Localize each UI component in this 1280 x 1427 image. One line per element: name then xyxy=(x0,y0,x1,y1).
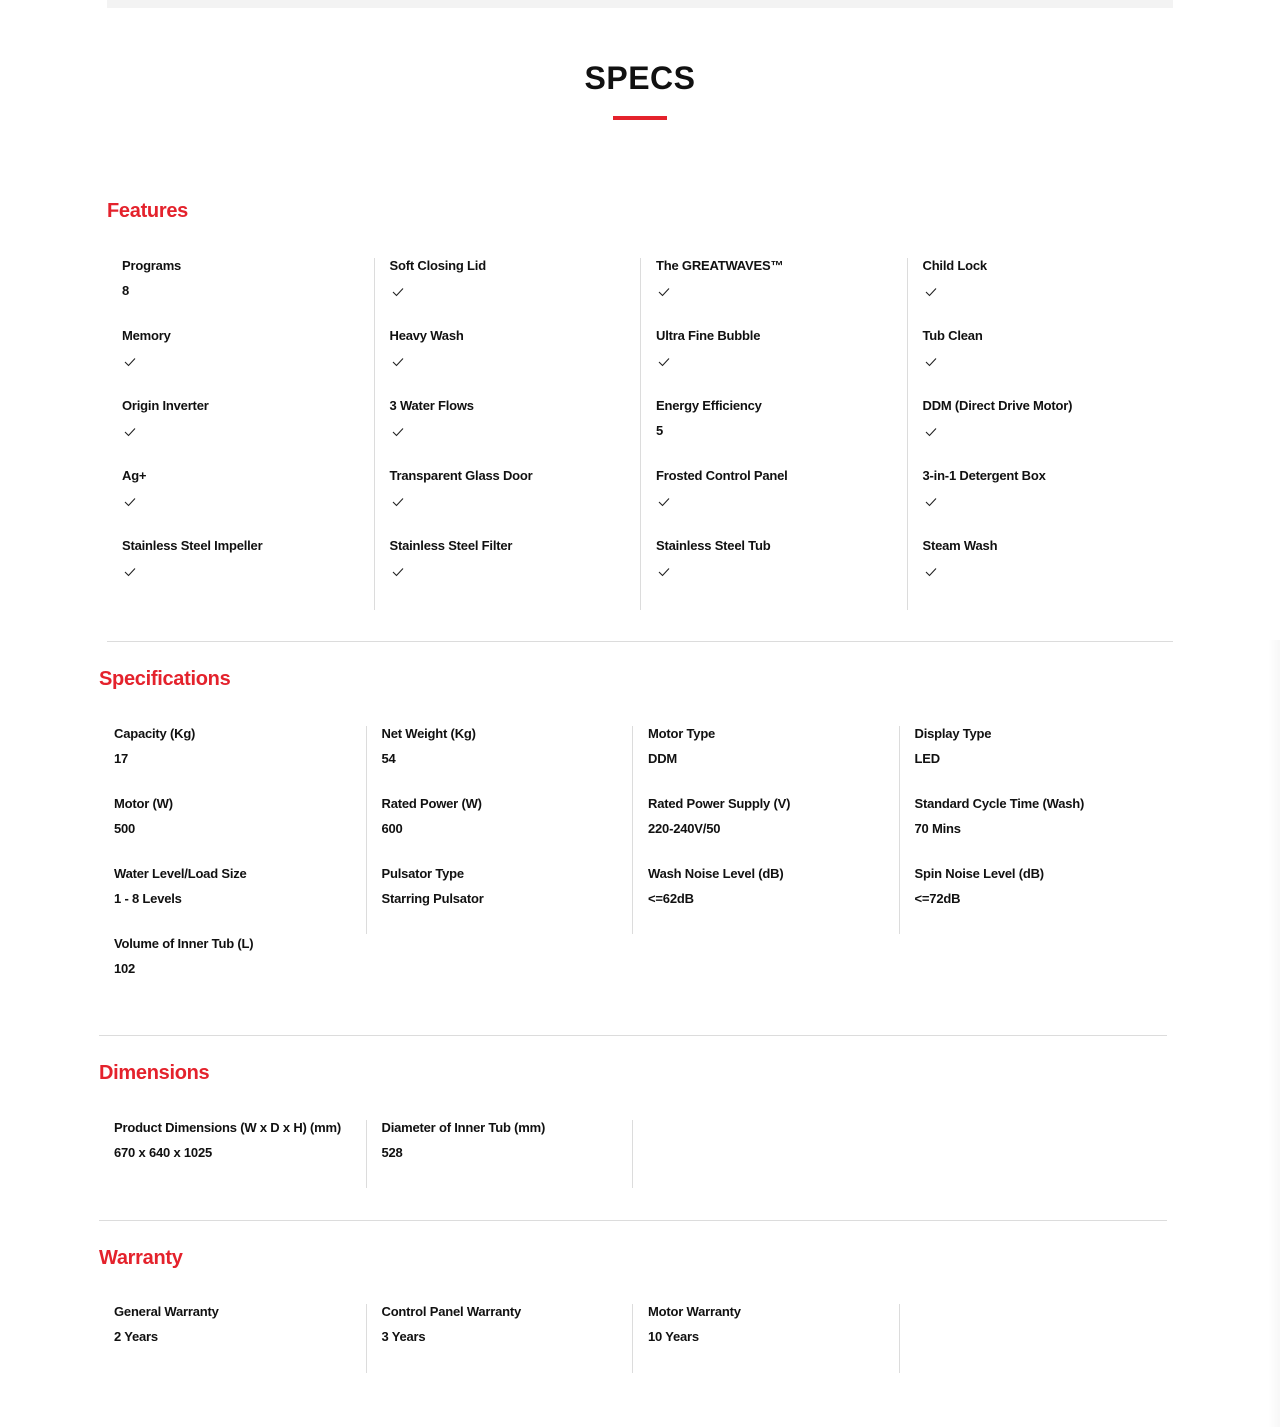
spec-item xyxy=(114,796,366,866)
spec-value: 70 Mins xyxy=(914,821,961,836)
spec-item xyxy=(390,258,641,328)
spec-item xyxy=(648,1304,899,1374)
spec-label: Memory xyxy=(122,328,171,343)
spec-label: Rated Power Supply (V) xyxy=(648,796,791,811)
spec-item xyxy=(915,726,1166,796)
spec-item xyxy=(114,936,366,1006)
spec-label: Diameter of Inner Tub (mm) xyxy=(381,1120,546,1135)
spec-value: <=72dB xyxy=(914,891,961,906)
warranty-column xyxy=(366,1304,633,1373)
specifications-column xyxy=(366,726,633,934)
spec-value: 3 Years xyxy=(381,1329,426,1344)
spec-item xyxy=(923,468,1174,538)
spec-item xyxy=(114,1304,366,1374)
spec-label: Product Dimensions (W x D x H) (mm) xyxy=(114,1120,342,1135)
divider-dimensions xyxy=(99,1220,1167,1221)
spec-item xyxy=(114,1120,366,1190)
checkmark-icon xyxy=(392,427,404,437)
spec-label: Pulsator Type xyxy=(381,866,464,881)
features-column xyxy=(107,258,374,610)
spec-label: Programs xyxy=(122,258,182,273)
checkmark-icon xyxy=(124,567,136,577)
spec-item xyxy=(122,468,374,538)
spec-item xyxy=(390,538,641,608)
checkmark-icon xyxy=(925,567,937,577)
checkmark-icon xyxy=(124,427,136,437)
spec-item xyxy=(390,398,641,468)
spec-label: Energy Efficiency xyxy=(656,398,762,413)
spec-value: 5 xyxy=(656,423,664,438)
top-bar xyxy=(107,0,1173,8)
spec-label: Stainless Steel Tub xyxy=(656,538,771,553)
spec-item xyxy=(915,796,1166,866)
specifications-column xyxy=(632,726,899,934)
spec-item xyxy=(923,538,1174,608)
spec-label: Transparent Glass Door xyxy=(389,468,533,483)
spec-item xyxy=(656,398,907,468)
divider-specifications xyxy=(99,1035,1167,1036)
right-scroll-shadow xyxy=(1268,640,1280,1427)
spec-item xyxy=(648,796,899,866)
spec-item xyxy=(382,1120,633,1190)
spec-label: Net Weight (Kg) xyxy=(381,726,476,741)
spec-item xyxy=(114,726,366,796)
spec-label: Frosted Control Panel xyxy=(656,468,788,483)
warranty-column xyxy=(899,1304,1166,1373)
spec-label: Motor Warranty xyxy=(648,1304,741,1319)
dimensions-column xyxy=(632,1120,899,1188)
spec-item xyxy=(656,328,907,398)
spec-value: 670 x 640 x 1025 xyxy=(114,1145,213,1160)
spec-item xyxy=(915,866,1166,936)
spec-value: 600 xyxy=(381,821,403,836)
spec-value: 8 xyxy=(122,283,130,298)
checkmark-icon xyxy=(392,567,404,577)
spec-item xyxy=(382,1304,633,1374)
spec-item xyxy=(382,796,633,866)
spec-value: DDM xyxy=(648,751,678,766)
spec-item xyxy=(122,328,374,398)
spec-item xyxy=(656,468,907,538)
specifications-grid xyxy=(99,726,1165,1004)
spec-item xyxy=(390,468,641,538)
specifications-column xyxy=(99,726,366,1004)
checkmark-icon xyxy=(925,357,937,367)
spec-value: LED xyxy=(914,751,940,766)
spec-label: Motor Type xyxy=(648,726,716,741)
spec-value: 17 xyxy=(114,751,129,766)
spec-label: Stainless Steel Filter xyxy=(389,538,513,553)
spec-label: Rated Power (W) xyxy=(381,796,482,811)
spec-label: Water Level/Load Size xyxy=(114,866,247,881)
section-title-dimensions: Dimensions xyxy=(99,1062,210,1084)
spec-value: 54 xyxy=(381,751,396,766)
spec-value: 102 xyxy=(114,961,136,976)
warranty-column xyxy=(99,1304,366,1373)
spec-label: Motor (W) xyxy=(114,796,173,811)
spec-value: 10 Years xyxy=(648,1329,699,1344)
checkmark-icon xyxy=(124,357,136,367)
checkmark-icon xyxy=(392,357,404,367)
checkmark-icon xyxy=(925,497,937,507)
spec-item xyxy=(382,866,633,936)
features-section xyxy=(107,200,1173,620)
spec-label: 3 Water Flows xyxy=(389,398,474,413)
spec-value: 500 xyxy=(114,821,136,836)
spec-label: Display Type xyxy=(914,726,992,741)
checkmark-icon xyxy=(925,287,937,297)
spec-item xyxy=(390,328,641,398)
specifications-column xyxy=(899,726,1166,934)
title-underline xyxy=(613,116,667,120)
spec-label: Wash Noise Level (dB) xyxy=(648,866,784,881)
warranty-column xyxy=(632,1304,899,1373)
spec-label: Steam Wash xyxy=(922,538,998,553)
spec-value: Starring Pulsator xyxy=(381,891,484,906)
spec-label: Capacity (Kg) xyxy=(114,726,196,741)
spec-label: Ag+ xyxy=(122,468,147,483)
checkmark-icon xyxy=(658,357,670,367)
spec-item xyxy=(648,866,899,936)
spec-label: The GREATWAVES™ xyxy=(656,258,784,273)
dimensions-section xyxy=(99,1062,1167,1202)
spec-item xyxy=(656,258,907,328)
features-grid xyxy=(107,258,1173,610)
spec-label: Stainless Steel Impeller xyxy=(122,538,263,553)
divider-features xyxy=(107,641,1173,642)
warranty-grid xyxy=(99,1304,1165,1373)
spec-value: 1 - 8 Levels xyxy=(114,891,182,906)
checkmark-icon xyxy=(658,497,670,507)
spec-label: Origin Inverter xyxy=(122,398,209,413)
checkmark-icon xyxy=(124,497,136,507)
spec-label: Heavy Wash xyxy=(389,328,464,343)
spec-item xyxy=(923,328,1174,398)
spec-value: 220-240V/50 xyxy=(648,821,721,836)
page-title: SPECS xyxy=(584,60,696,96)
spec-item xyxy=(656,538,907,608)
spec-value: 2 Years xyxy=(114,1329,158,1344)
spec-label: Ultra Fine Bubble xyxy=(656,328,761,343)
dimensions-column xyxy=(99,1120,366,1188)
spec-label: Child Lock xyxy=(922,258,987,273)
spec-label: Soft Closing Lid xyxy=(389,258,486,273)
spec-item xyxy=(122,398,374,468)
checkmark-icon xyxy=(658,287,670,297)
spec-label: Volume of Inner Tub (L) xyxy=(114,936,254,951)
spec-item xyxy=(122,538,374,608)
spec-value: <=62dB xyxy=(648,891,694,906)
section-title-specifications: Specifications xyxy=(99,668,231,690)
checkmark-icon xyxy=(392,497,404,507)
features-column xyxy=(374,258,641,610)
checkmark-icon xyxy=(925,427,937,437)
spec-item xyxy=(382,726,633,796)
spec-value: 528 xyxy=(381,1145,403,1160)
features-column xyxy=(907,258,1174,610)
spec-label: Spin Noise Level (dB) xyxy=(914,866,1044,881)
spec-label: DDM (Direct Drive Motor) xyxy=(922,398,1073,413)
spec-label: 3-in-1 Detergent Box xyxy=(922,468,1046,483)
section-title-warranty: Warranty xyxy=(99,1247,183,1269)
spec-item xyxy=(648,726,899,796)
checkmark-icon xyxy=(658,567,670,577)
spec-label: Standard Cycle Time (Wash) xyxy=(914,796,1085,811)
spec-item xyxy=(923,398,1174,468)
spec-label: General Warranty xyxy=(114,1304,219,1319)
section-title-features: Features xyxy=(107,200,188,222)
spec-label: Tub Clean xyxy=(922,328,983,343)
spec-label: Control Panel Warranty xyxy=(381,1304,522,1319)
spec-item xyxy=(114,866,366,936)
features-column xyxy=(640,258,907,610)
dimensions-grid xyxy=(99,1120,899,1188)
warranty-section xyxy=(99,1247,1167,1387)
dimensions-column xyxy=(366,1120,633,1188)
checkmark-icon xyxy=(392,287,404,297)
spec-item xyxy=(122,258,374,328)
spec-item xyxy=(923,258,1174,328)
specifications-section xyxy=(99,668,1167,1008)
